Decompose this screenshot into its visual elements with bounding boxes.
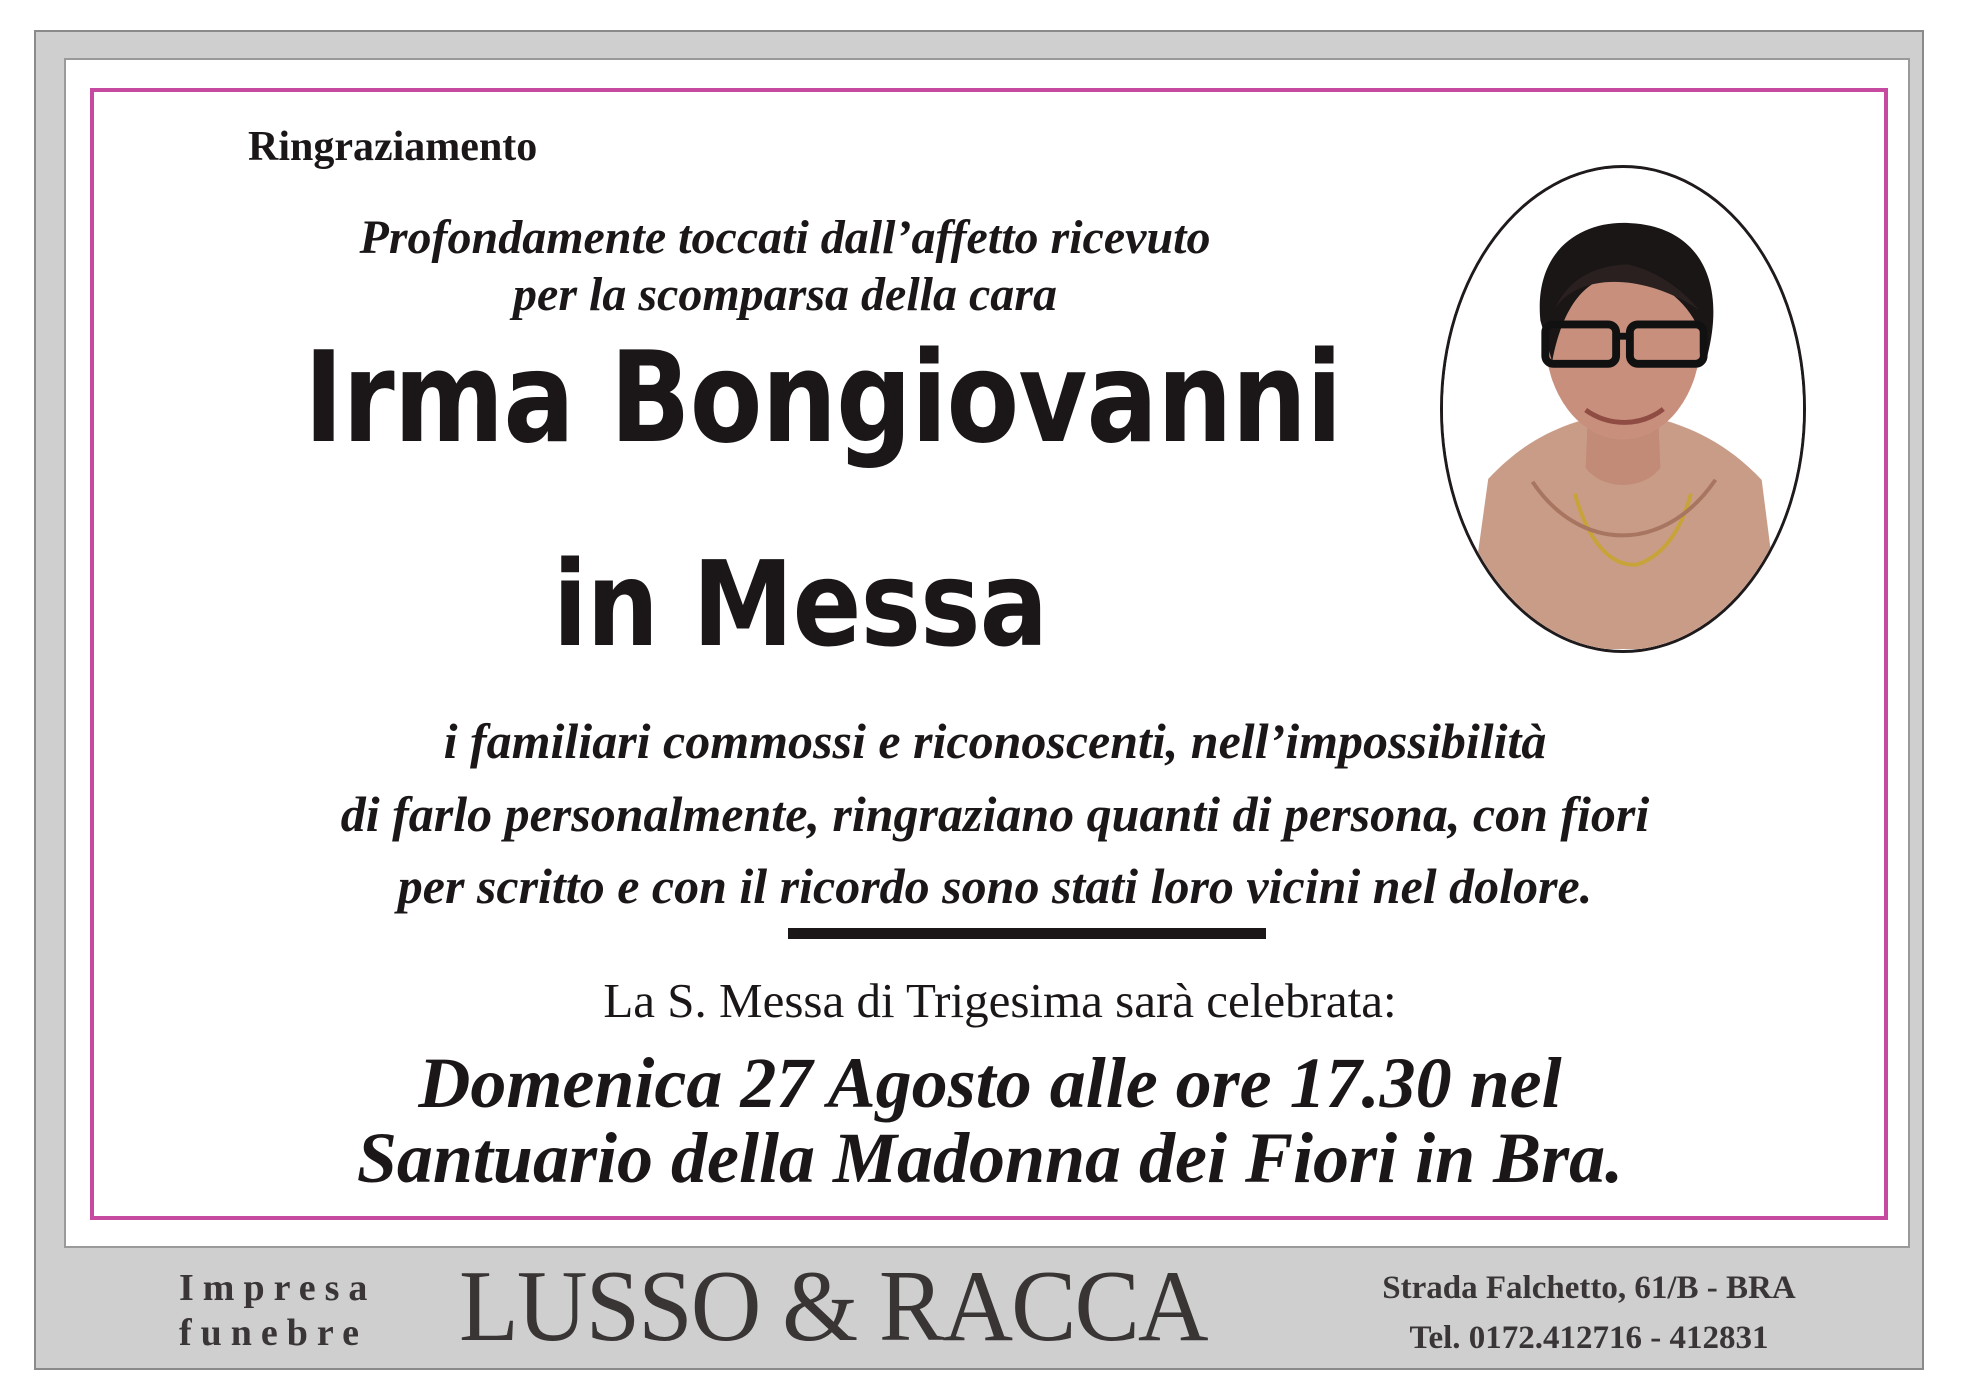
- impresa-line-1: Impresa: [179, 1267, 377, 1309]
- event-line-2: Santuario della Madonna dei Fiori in Bra.: [356, 1117, 1624, 1198]
- funeral-home-brand: LUSSO & RACCA: [459, 1250, 1207, 1363]
- memorial-photo: [1440, 165, 1806, 653]
- thanks-message: [170, 705, 1820, 923]
- funeral-home-footer: [64, 1248, 1910, 1363]
- mass-intro: La S. Messa di Trigesima sarà celebrata:: [603, 973, 1397, 1028]
- impresa-line-2: funebre: [179, 1311, 368, 1354]
- event-line-1: Domenica 27 Agosto alle ore 17.30 nel: [418, 1043, 1562, 1123]
- intro-line-1: Profondamente toccati dall’affetto ricevuto: [359, 211, 1211, 264]
- message-line-1: i familiari commossi e riconoscenti, nell’impossibilità: [443, 713, 1547, 769]
- married-name: in Messa: [552, 535, 1048, 673]
- notice-heading: Ringraziamento: [248, 124, 538, 170]
- intro-line-2: per la scomparsa della cara: [513, 267, 1057, 321]
- deceased-name: Irma Bongiovanni: [304, 324, 1342, 471]
- address-line-2: Tel. 0172.412716 - 412831: [1409, 1319, 1769, 1356]
- mass-details: [170, 1043, 1810, 1198]
- portrait-image: [1443, 168, 1803, 650]
- section-divider: [788, 928, 1266, 939]
- message-line-3: per scritto e con il ricordo sono stati loro vicini nel dolore.: [397, 858, 1593, 914]
- funeral-home-address: [1319, 1264, 1859, 1363]
- message-line-2: di farlo personalmente, ringraziano quanti di persona, con fiori: [340, 785, 1650, 842]
- impresa-funebre-label: [179, 1266, 376, 1356]
- address-line-1: Strada Falchetto, 61/B - BRA: [1382, 1270, 1796, 1306]
- intro-text: [230, 210, 1340, 323]
